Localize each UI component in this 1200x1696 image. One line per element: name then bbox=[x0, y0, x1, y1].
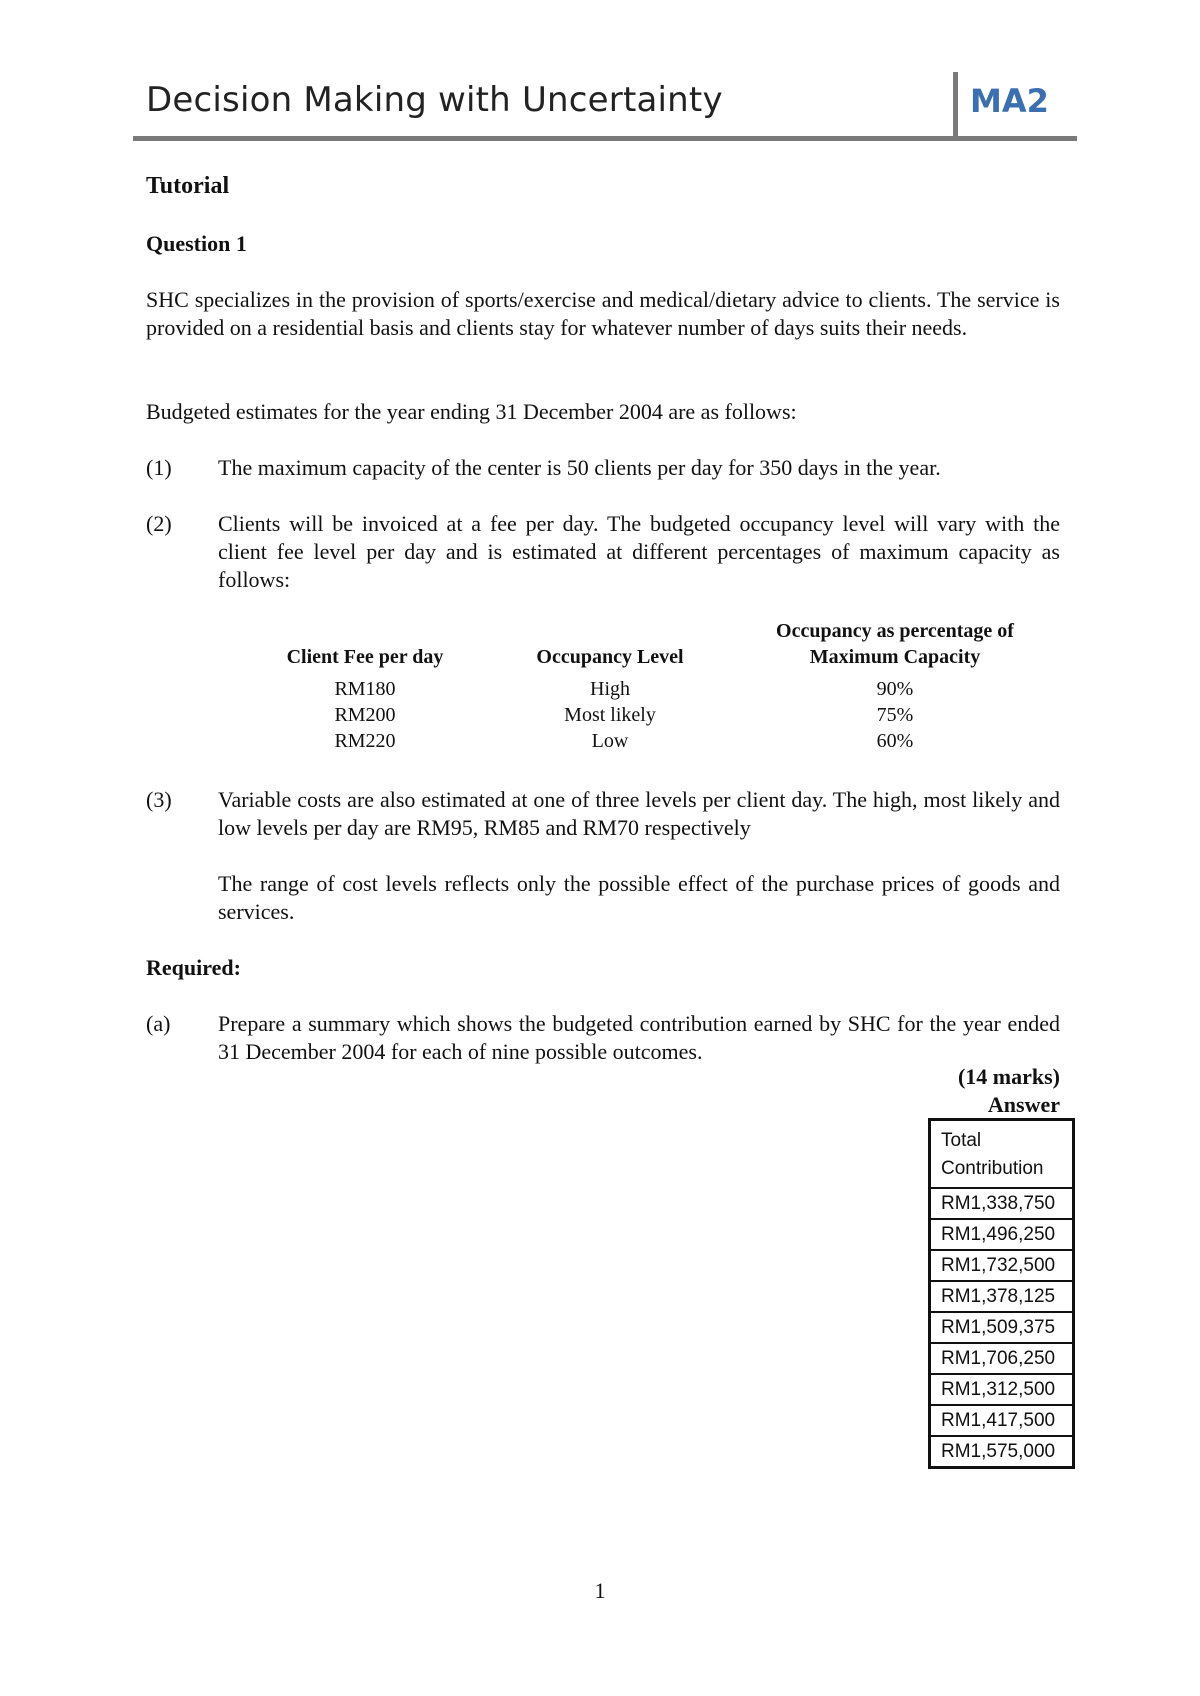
item-text: Variable costs are also estimated at one of three levels per client day. The high, most likely and low levels per day are RM95, RM85 and RM70 respectively bbox=[218, 787, 1060, 840]
item-number: (3) bbox=[146, 787, 172, 812]
answer-value: RM1,312,500 bbox=[930, 1374, 1074, 1405]
table-cell: 60% bbox=[876, 730, 914, 752]
answer-header-row bbox=[930, 1120, 1074, 1189]
occupancy-table bbox=[240, 618, 1060, 754]
table-cell: High bbox=[590, 678, 630, 700]
table-row bbox=[930, 1343, 1074, 1374]
answer-value: RM1,338,750 bbox=[930, 1188, 1074, 1219]
table-cell: Low bbox=[591, 730, 629, 752]
table-row bbox=[930, 1374, 1074, 1405]
table-row bbox=[930, 1436, 1074, 1468]
required-label: Required: bbox=[146, 955, 241, 980]
table-cell: RM220 bbox=[334, 730, 396, 752]
answer-value: RM1,732,500 bbox=[930, 1250, 1074, 1281]
question-title: Question 1 bbox=[146, 231, 247, 256]
table-row bbox=[930, 1405, 1074, 1436]
table-cell: 75% bbox=[876, 704, 914, 726]
answer-table bbox=[928, 1118, 1075, 1469]
answer-value: RM1,496,250 bbox=[930, 1219, 1074, 1250]
answer-value: RM1,378,125 bbox=[930, 1281, 1074, 1312]
marks-block bbox=[958, 1063, 1060, 1119]
table-row bbox=[930, 1281, 1074, 1312]
answer-value: RM1,706,250 bbox=[930, 1343, 1074, 1374]
column-header: Occupancy as percentage of Maximum Capacity bbox=[776, 620, 1014, 668]
answer-value: RM1,509,375 bbox=[930, 1312, 1074, 1343]
table-row bbox=[930, 1312, 1074, 1343]
item-text-continued: The range of cost levels reflects only the possible effect of the purchase prices of goods and services. bbox=[218, 871, 1060, 924]
table-row bbox=[930, 1250, 1074, 1281]
table-cell: 90% bbox=[876, 678, 914, 700]
marks-label: (14 marks) bbox=[957, 1064, 1060, 1089]
answer-value: RM1,575,000 bbox=[930, 1436, 1074, 1468]
answer-label: Answer bbox=[987, 1092, 1060, 1117]
item-number: (2) bbox=[146, 511, 172, 536]
table-cell: RM180 bbox=[334, 678, 396, 700]
table-cell: RM200 bbox=[334, 704, 396, 726]
table-row bbox=[240, 728, 1060, 754]
table-row bbox=[930, 1188, 1074, 1219]
table-header-row bbox=[240, 618, 1060, 676]
budget-intro: Budgeted estimates for the year ending 31 December 2004 are as follows: bbox=[146, 399, 797, 424]
document-title: Decision Making with Uncertainty bbox=[146, 80, 723, 120]
item-number: (1) bbox=[146, 455, 172, 480]
course-code: MA2 bbox=[970, 82, 1049, 120]
page-number: 1 bbox=[594, 1578, 606, 1603]
intro-paragraph: SHC specializes in the provision of sports/exercise and medical/dietary advice to clients. The service is provided on a residential basis and clients stay for whatever number of days suits their needs. bbox=[146, 287, 1060, 340]
section-title: Tutorial bbox=[146, 173, 230, 199]
table-row bbox=[930, 1219, 1074, 1250]
item-text: Clients will be invoiced at a fee per day. The budgeted occupancy level will vary with the client fee level per day and is estimated at different percentages of maximum capacity as follows: bbox=[218, 511, 1060, 592]
part-number: (a) bbox=[146, 1011, 171, 1036]
answer-value: RM1,417,500 bbox=[930, 1405, 1074, 1436]
header-rule bbox=[133, 136, 1077, 141]
column-header: Occupancy Level bbox=[536, 646, 684, 668]
table-row bbox=[240, 676, 1060, 702]
table-cell: Most likely bbox=[564, 704, 656, 726]
answer-header: Total Contribution bbox=[930, 1120, 1074, 1189]
part-text: Prepare a summary which shows the budgeted contribution earned by SHC for the year ended 31 December 2004 for each of nine possible outcomes. bbox=[218, 1011, 1060, 1064]
header-divider bbox=[953, 72, 958, 138]
column-header: Client Fee per day bbox=[286, 646, 444, 668]
item-text: The maximum capacity of the center is 50 clients per day for 350 days in the year. bbox=[218, 455, 941, 480]
table-row bbox=[240, 702, 1060, 728]
